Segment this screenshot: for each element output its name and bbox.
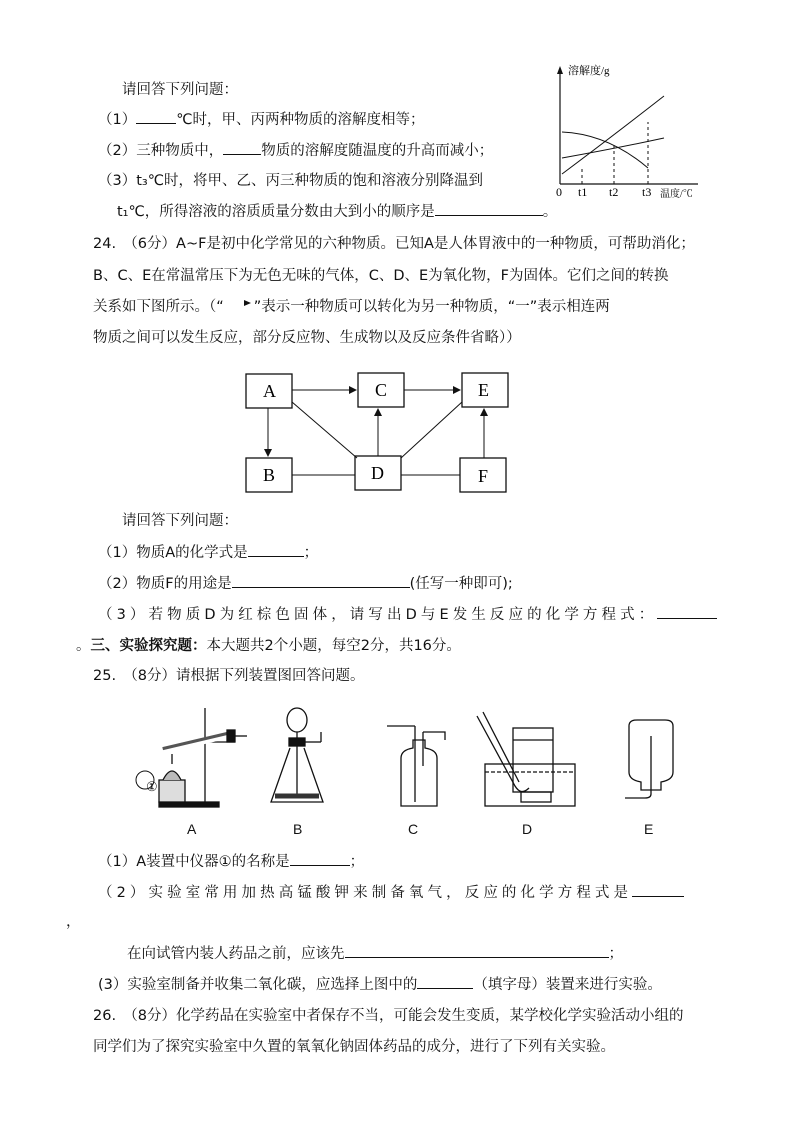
apparatus-label-a: A	[187, 821, 197, 837]
q24-line3-post: ”表示一种物质可以转化为另一种物质，“一”表示相连两	[253, 299, 610, 315]
q23-part1	[98, 109, 425, 130]
apparatus-c	[387, 726, 445, 806]
q25-p2b-pre: 在向试管内装人药品之前，应该先	[127, 946, 345, 962]
q23-p1-blank[interactable]	[136, 109, 176, 124]
q23-p2-post: 物质的溶解度随温度的升高而减小；	[261, 143, 494, 159]
solubility-graph	[548, 62, 708, 202]
node-c-label: C	[375, 380, 388, 400]
section3-header	[76, 636, 461, 656]
curve-yi	[562, 138, 664, 158]
q25-p3-post: （填字母）装置来进行实验。	[473, 977, 662, 993]
q24-p3-blank[interactable]	[657, 604, 717, 619]
graph-y-arrow	[557, 66, 563, 74]
node-e-label: E	[478, 380, 489, 400]
q23-p3-post: 。	[542, 204, 558, 220]
graph-xlabel: 温度/℃	[660, 189, 693, 200]
q24-p1-pre: （1）物质A的化学式是	[98, 545, 248, 561]
node-d-label: D	[371, 463, 384, 483]
q25-p3-blank[interactable]	[417, 974, 473, 989]
q25-p2-text: （2）实验室常用加热高锰酸钾来制备氧气，反应的化学方程式是	[98, 885, 633, 901]
q24-part1	[98, 542, 318, 563]
q23-p2-pre: （2）三种物质中，	[98, 143, 224, 159]
q24-p2-blank[interactable]	[232, 573, 410, 588]
q23-p1-post: ℃时，甲、丙两种物质的溶解度相等；	[176, 112, 425, 128]
curve-jia	[562, 96, 664, 174]
q24-p2-pre: （2）物质F的用途是	[98, 576, 232, 592]
q25-p1-post: ；	[349, 854, 365, 870]
section3-desc: 本大题共2个小题，每空2分，共16分。	[206, 638, 461, 654]
q25-part1	[98, 851, 364, 872]
apparatus-label-e: E	[644, 821, 654, 837]
q24-part3	[98, 604, 717, 625]
q24-p1-blank[interactable]	[248, 542, 304, 557]
q24-line3-pre: 关系如下图所示。（“	[93, 299, 224, 315]
q23-p2-blank[interactable]	[223, 140, 261, 155]
q23-p3-blank[interactable]	[435, 201, 543, 216]
q25-line1: 25. （8分）请根据下列装置图回答问题。	[93, 668, 365, 684]
q24-intro: 请回答下列问题：	[122, 513, 238, 529]
q23-p3-pre: t₁℃，所得溶液的溶质质量分数由大到小的顺序是	[117, 204, 435, 220]
q25-p2b-post: ；	[608, 946, 623, 962]
q25-p1-pre: （1）A装置中仪器①的名称是	[98, 854, 290, 870]
graph-tick-t3: t3	[642, 185, 652, 199]
q24-part2	[98, 573, 513, 594]
graph-tick-t1: t1	[578, 185, 588, 199]
q24-p1-post: ；	[303, 545, 319, 561]
q24-line3	[93, 297, 610, 317]
apparatus-label-d: D	[522, 821, 533, 837]
apparatus-a-circle-label: ①	[146, 779, 158, 794]
q25-p2-blank[interactable]	[632, 882, 684, 897]
apparatus-figure	[125, 706, 685, 816]
q23-part3-line1: （3）t₃℃时，将甲、乙、丙三种物质的饱和溶液分别降温到	[98, 173, 484, 189]
q24-line4: 物质之间可以发生反应，部分反应物、生成物以及反应条件省略））	[93, 330, 521, 346]
node-b-label: B	[263, 465, 276, 485]
q24-p2-post: (任写一种即可);	[409, 576, 513, 592]
relation-diagram	[240, 370, 520, 495]
q25-p3-pre: (3）实验室制备并收集二氧化碳，应选择上图中的	[98, 977, 418, 993]
arrow-symbol	[224, 293, 254, 313]
apparatus-d	[477, 712, 575, 806]
graph-tick-0: 0	[556, 185, 562, 199]
q26-line1: 26. （8分）化学药品在实验室中者保存不当，可能会发生变质，某学校化学实验活动小组的	[93, 1008, 684, 1024]
node-a-label: A	[263, 381, 276, 401]
apparatus-b	[271, 708, 323, 802]
q25-p2b-blank[interactable]	[345, 943, 609, 958]
line-d-e	[401, 402, 462, 458]
apparatus-e	[625, 720, 673, 798]
q23-part2	[98, 140, 493, 161]
q25-part2b	[127, 943, 623, 964]
q23-part3-line2	[117, 201, 557, 222]
apparatus-label-b: B	[293, 821, 303, 837]
node-f-label: F	[478, 466, 489, 486]
q25-part3	[98, 974, 662, 995]
q25-p1-blank[interactable]	[290, 851, 350, 866]
apparatus-label-c: C	[408, 821, 419, 837]
line-a-d	[292, 402, 357, 458]
section3-lead: 。	[76, 638, 91, 654]
q25-comma: ，	[66, 914, 81, 930]
q26-line2: 同学们为了探究实验室中久置的氧氧化钠固体药品的成分，进行了下列有关实验。	[93, 1039, 615, 1055]
q24-p3-text: （3）若物质D为红棕色固体，请写出D与E发生反应的化学方程式：	[98, 607, 658, 623]
q25-part2	[98, 882, 684, 903]
q23-intro: 请回答下列问题：	[122, 82, 238, 98]
q24-line2: B、C、E在常温常压下为无色无味的气体，C、D、E为氧化物，F为固体。它们之间的转换	[93, 268, 669, 284]
section3-title: 三、实验探究题：	[90, 638, 207, 654]
graph-ylabel: 溶解度/g	[568, 65, 610, 77]
graph-tick-t2: t2	[609, 185, 619, 199]
q23-p1-pre: （1）	[98, 112, 137, 128]
q24-line1: 24. （6分）A~F是初中化学常见的六种物质。已知A是人体胃液中的一种物质，可帮助消化；	[93, 236, 695, 252]
